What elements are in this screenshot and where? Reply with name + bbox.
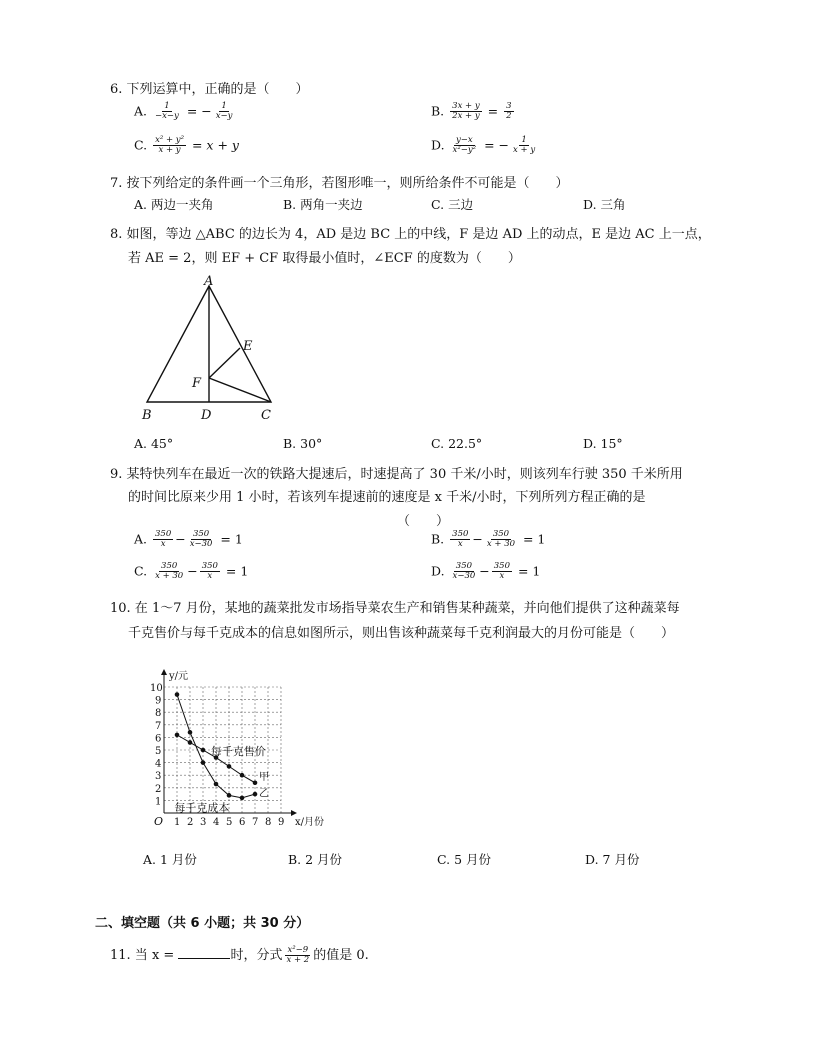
data-point-s1	[201, 748, 206, 753]
data-point-s1	[188, 740, 193, 745]
y-tick-label: 3	[155, 771, 162, 783]
q7-option-c: C. 三边	[431, 197, 474, 212]
q9-c-f2: $\frac{350}{x}$	[201, 561, 218, 582]
point-f-label: F	[192, 376, 202, 391]
y-tick-label: 6	[155, 733, 162, 745]
y-tick-label: 2	[155, 783, 162, 795]
q9-b-tail: = 1	[519, 531, 546, 547]
q9-b-f2: $\frac{350}{x + 30}$	[486, 529, 516, 550]
q7-option-a: A. 两边一夹角	[134, 197, 214, 212]
q8-line2: 若 AE = 2，则 EF + CF 取得最小值时，∠ECF 的度数为（ ）	[128, 251, 521, 266]
q9-a-label: A.	[134, 531, 148, 547]
q8-option-a: A. 45°	[134, 436, 174, 451]
q6-stem: 6. 下列运算中，正确的是（ ）	[110, 82, 309, 97]
triangle-figure	[135, 274, 285, 424]
q10-option-c: C. 5 月份	[437, 852, 491, 867]
vertex-b-label: B	[142, 408, 152, 423]
q6-a-label: A.	[134, 103, 148, 119]
q9-option-b: B. $\frac{350}{x}$ − $\frac{350}{x + 30}$ = 1	[431, 529, 546, 550]
q10-option-a: A. 1 月份	[143, 852, 197, 867]
origin-label: O	[154, 815, 164, 828]
x-tick-label: 5	[226, 817, 233, 828]
q7-option-b: B. 两角一夹边	[283, 197, 363, 212]
x-axis-label: x/月份	[295, 817, 325, 828]
q6-c-eq: = x + y	[188, 137, 239, 153]
data-point-s2	[175, 692, 180, 697]
point-d-label: D	[201, 408, 212, 423]
series-tag-price: 甲	[259, 772, 269, 784]
x-tick-label: 4	[213, 817, 220, 828]
q6-b-eq: =	[483, 103, 503, 119]
q9-d-f2: $\frac{350}{x}$	[493, 561, 510, 582]
section-heading: 二、填空题（共 6 小题；共 30 分）	[95, 916, 310, 931]
data-point-s1	[227, 764, 232, 769]
data-point-s2	[201, 760, 206, 765]
data-point-s1	[240, 773, 245, 778]
q11-mid: 时，分式	[230, 948, 283, 963]
q8-option-c: C. 22.5°	[431, 436, 483, 451]
series-label-price: 每千克售价	[210, 745, 266, 759]
q9-line3: （ ）	[397, 514, 450, 529]
y-tick-label: 9	[155, 695, 162, 707]
q9-option-a: A. $\frac{350}{x}$ − $\frac{350}{x-30}$ = 1	[134, 529, 243, 550]
q10-line1: 10. 在 1～7 月份，某地的蔬菜批发市场指导菜农生产和销售某种蔬菜，并向他们提供了这种蔬菜每	[110, 601, 680, 616]
y-axis-label: y/元	[169, 671, 189, 682]
q8-option-b: B. 30°	[283, 436, 323, 451]
q9-c-label: C.	[134, 563, 148, 579]
q11-fraction: $\frac{\text{x²−9}}{x + 2}$	[286, 944, 310, 965]
data-point-s2	[240, 796, 245, 801]
x-tick-label: 6	[239, 817, 246, 828]
q9-option-d: D. $\frac{350}{x-30}$ − $\frac{350}{x}$ = 1	[431, 561, 541, 582]
q11-answer-blank[interactable]	[178, 947, 230, 959]
y-tick-label: 5	[155, 746, 162, 757]
series-tag-cost: 乙	[259, 788, 269, 800]
q6-d-rhs: $\frac{1}{x + y}$	[513, 135, 536, 156]
x-tick-label: 3	[200, 817, 207, 828]
q9-line2: 的时间比原来少用 1 小时，若该列车提速前的速度是 x 千米/小时，下列所列方程正确的是	[128, 490, 646, 505]
q6-a-lhs: $\frac{1}{-x-y}$	[155, 101, 179, 122]
series-label-cost: 每千克成本	[174, 801, 230, 815]
q9-a-tail: = 1	[216, 531, 243, 547]
y-tick-label: 10	[150, 683, 163, 694]
data-point-s1	[175, 733, 180, 738]
x-tick-label: 2	[187, 817, 194, 828]
q6-a-eq: = −	[182, 103, 212, 119]
q8-option-d: D. 15°	[583, 436, 623, 451]
q6-b-label: B.	[431, 103, 445, 119]
q6-option-d	[431, 136, 539, 156]
y-tick-label: 7	[155, 720, 162, 732]
data-point-s1	[253, 780, 258, 785]
segment-fc	[209, 378, 271, 402]
q11-post: 的值是 0.	[313, 948, 369, 963]
data-point-s2	[214, 782, 219, 787]
q9-a-f1: $\frac{350}{x}$	[155, 529, 172, 550]
q7-stem: 7. 按下列给定的条件画一个三角形，若图形唯一，则所给条件不可能是（ ）	[110, 176, 569, 191]
q6-b-lhs: $\frac{3x + y}{2x + y}$	[452, 101, 480, 122]
x-tick-label: 8	[265, 817, 272, 828]
q7-option-d: D. 三角	[583, 197, 626, 212]
q9-line1: 9. 某特快列车在最近一次的铁路大提速后，时速提高了 30 千米/小时，则该列车行驶 350 千米所用	[110, 467, 683, 482]
q9-d-tail: = 1	[514, 563, 541, 579]
q9-b-label: B.	[431, 531, 445, 547]
price-cost-chart	[140, 650, 340, 835]
q9-option-c: C. $\frac{350}{x + 30}$ − $\frac{350}{x}$ = 1	[134, 561, 249, 582]
vertex-c-label: C	[261, 408, 271, 423]
x-axis-arrow	[291, 810, 297, 816]
y-tick-label: 8	[155, 708, 162, 720]
q9-c-f1: $\frac{350}{x + 30}$	[155, 561, 184, 582]
q8-line1: 8. 如图，等边 △ABC 的边长为 4，AD 是边 BC 上的中线，F 是边 AD 上的动点，E 是边 AC 上一点，	[110, 227, 711, 242]
q6-option-c	[134, 136, 239, 156]
y-tick-label: 1	[155, 796, 162, 808]
q6-option-b	[431, 102, 516, 122]
data-point-s2	[253, 792, 258, 797]
q9-d-f1: $\frac{350}{x-30}$	[452, 561, 476, 582]
q6-b-rhs: $\frac{3}{2}$	[506, 101, 512, 122]
q10-line2: 千克售价与每千克成本的信息如图所示，则出售该种蔬菜每千克利润最大的月份可能是（ ）	[128, 626, 675, 641]
x-tick-label: 7	[252, 817, 259, 828]
q6-c-lhs: $\frac{\text{x² + y²}}{x + y}$	[155, 135, 185, 156]
data-point-s2	[188, 730, 193, 735]
q11-pre: 11. 当 x =	[110, 948, 175, 963]
data-point-s2	[227, 793, 232, 798]
q9-d-label: D.	[431, 563, 445, 579]
q6-d-label: D.	[431, 137, 445, 153]
q6-c-label: C.	[134, 137, 148, 153]
q9-b-f1: $\frac{350}{x}$	[452, 529, 469, 550]
q9-c-tail: = 1	[221, 563, 249, 579]
q11	[110, 944, 369, 965]
q9-a-f2: $\frac{350}{x-30}$	[189, 529, 213, 550]
x-tick-label: 1	[174, 817, 181, 828]
q6-option-a	[134, 102, 236, 122]
y-axis-arrow	[161, 669, 167, 675]
point-e-label: E	[243, 339, 253, 354]
segment-fe	[209, 348, 240, 378]
q10-option-b: B. 2 月份	[288, 852, 343, 867]
x-tick-label: 9	[278, 817, 285, 828]
q10-option-d: D. 7 月份	[585, 852, 640, 867]
vertex-a-label: A	[204, 274, 214, 289]
q6-d-lhs: $\frac{y-x}{\text{x²−y²}}$	[452, 135, 477, 156]
q6-d-eq: = −	[480, 137, 509, 153]
q6-a-rhs: $\frac{1}{x-y}$	[215, 101, 233, 122]
y-tick-label: 4	[155, 758, 162, 770]
